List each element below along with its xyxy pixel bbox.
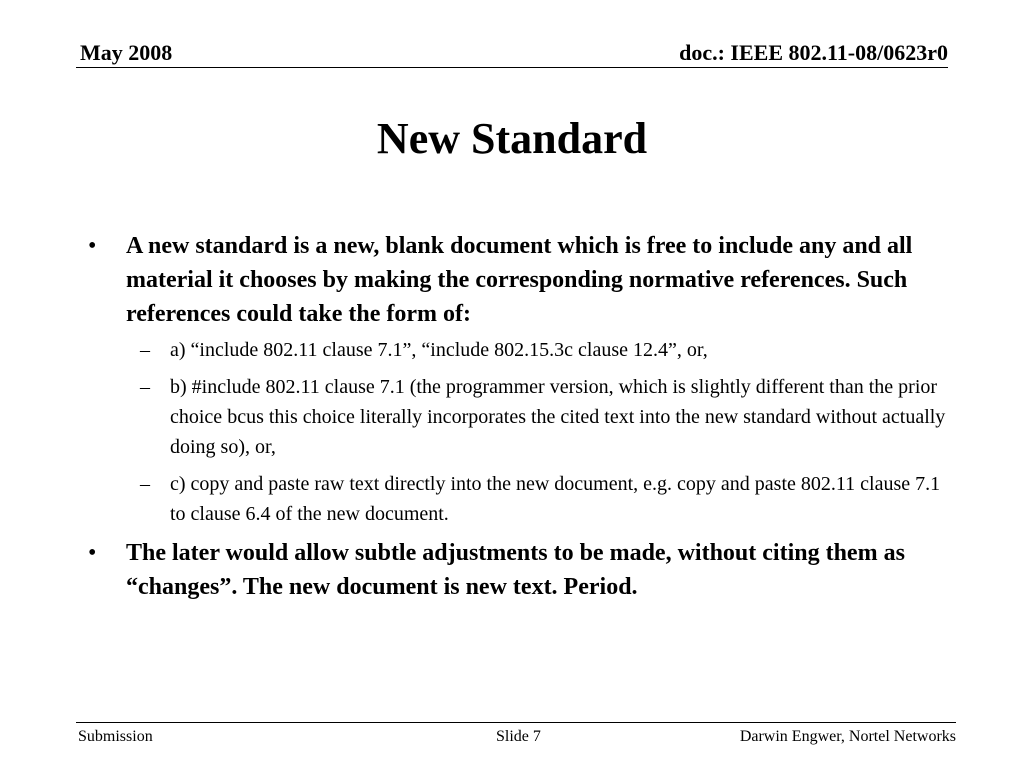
slide-title: New Standard: [376, 114, 648, 163]
bullet-text: The later would allow subtle adjustments to be made, without citing them as “changes”. The new document is new text. Period.: [126, 540, 905, 600]
footer-submission: Submission: [78, 728, 153, 745]
sub-bullet-item: [88, 372, 948, 462]
dash-marker: –: [140, 339, 150, 361]
bullet-item: [88, 536, 948, 604]
footer-author: Darwin Engwer, Nortel Networks: [739, 728, 956, 745]
dash-marker: –: [140, 376, 150, 398]
header-rule: [76, 67, 948, 68]
footer-slide-number: Slide 7: [496, 728, 541, 745]
footer-rule: [76, 722, 956, 723]
sub-bullet-text: c) copy and paste raw text directly into the new document, e.g. copy and paste 802.11 clause 7.1 to clause 6.4 of the new document.: [170, 473, 941, 525]
dash-marker: –: [140, 473, 150, 495]
slide-header-date: May 2008: [80, 40, 173, 65]
bullet-text: A new standard is a new, blank document which is free to include any and all material it chooses by making the corresponding normative references. Such references could take the form of:: [126, 233, 913, 327]
bullet-marker: •: [88, 233, 97, 259]
sub-bullet-list: [88, 335, 948, 529]
bullet-marker: •: [88, 540, 97, 566]
slide-body: [88, 229, 948, 604]
sub-bullet-item: [88, 469, 948, 529]
sub-bullet-text: b) #include 802.11 clause 7.1 (the programmer version, which is slightly different than the prior choice bcus this choice literally incorporates the cited text into the new standard without actually doing so), or,: [170, 376, 946, 458]
bullet-item: [88, 229, 948, 331]
sub-bullet-text: a) “include 802.11 clause 7.1”, “include 802.15.3c clause 12.4”, or,: [170, 339, 708, 361]
sub-bullet-item: [88, 335, 948, 365]
slide-header-doc-id: doc.: IEEE 802.11-08/0623r0: [679, 40, 948, 65]
